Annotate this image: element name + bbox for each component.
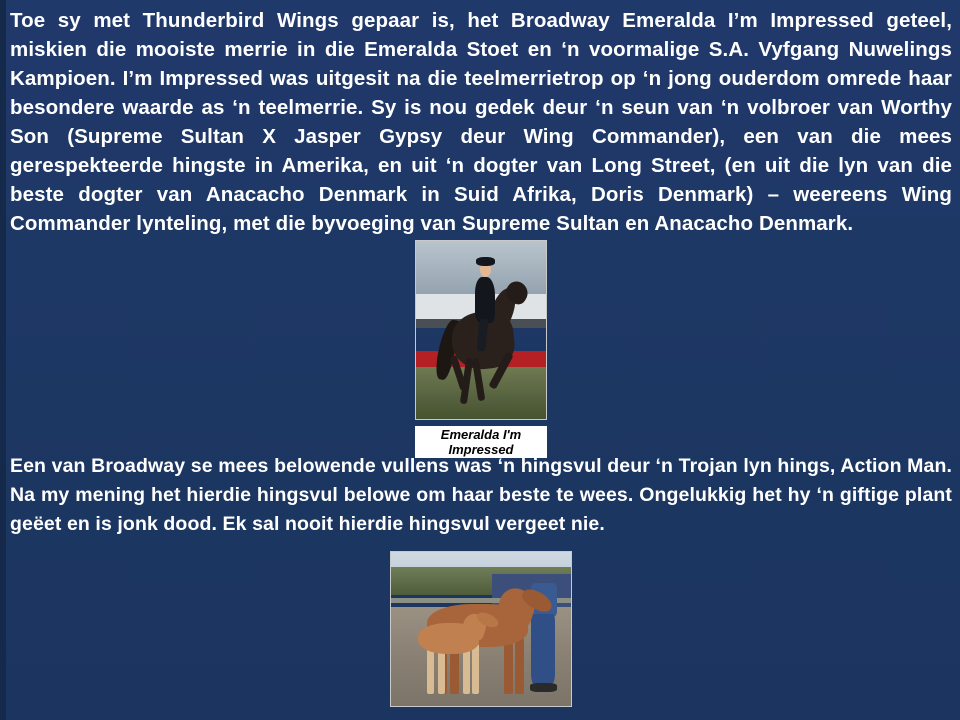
photo2-handler-shoes	[530, 683, 557, 692]
photo1-rider-body	[475, 277, 496, 323]
slide-left-edge-band	[0, 0, 6, 720]
photo2-handler-jeans	[531, 614, 554, 685]
photo2-foal-leg	[472, 644, 479, 693]
paragraph-one: Toe sy met Thunderbird Wings gepaar is, het Broadway Emeralda I’m Impressed geteel, miskien die mooiste merrie in die Emeralda Stoet en ‘n voormalige S.A. Vyfgang Nuwelings Kampioen. I’m Impressed was uitgesit na die teelmerrietrop op ‘n jong ouderdom omrede haar besondere waarde as ‘n teelmerrie. Sy is nou gedek deur ‘n seun van ‘n volbroer van Worthy Son (Supreme Sultan X Jasper Gypsy deur Wing Commander), een van die mees gerespekteerde hingste in Amerika, en uit ‘n dogter van Long Street, (en uit die lyn van die beste dogter van Anacacho Denmark in Suid Afrika, Doris Denmark) – weereens Wing Commander lynteling, met die byvoeging van Supreme Sultan en Anacacho Denmark.	[10, 9, 952, 235]
photo1-rider-hat	[476, 257, 496, 266]
photo-mare-and-foal	[390, 551, 572, 707]
photo2-foal-leg	[438, 647, 445, 693]
figure-one	[415, 240, 547, 459]
figure-one-caption: Emeralda I'm Impressed	[415, 426, 547, 458]
photo2-mare-leg	[515, 638, 524, 693]
figure-two	[390, 551, 572, 707]
paragraph-two: Een van Broadway se mees belowende vullens was ‘n hingsvul deur ‘n Trojan lyn hings, Action Man. Na my mening het hierdie hingsvul belowe om haar beste te wees. Ongelukkig het hy ‘n giftige plant geëet en is jonk dood. Ek sal nooit hierdie hingsvul vergeet nie.	[10, 455, 952, 535]
photo2-mare-leg	[504, 638, 513, 693]
photo-saddle-seat-horse-and-rider	[415, 240, 547, 420]
photo2-foal-leg	[427, 647, 434, 693]
